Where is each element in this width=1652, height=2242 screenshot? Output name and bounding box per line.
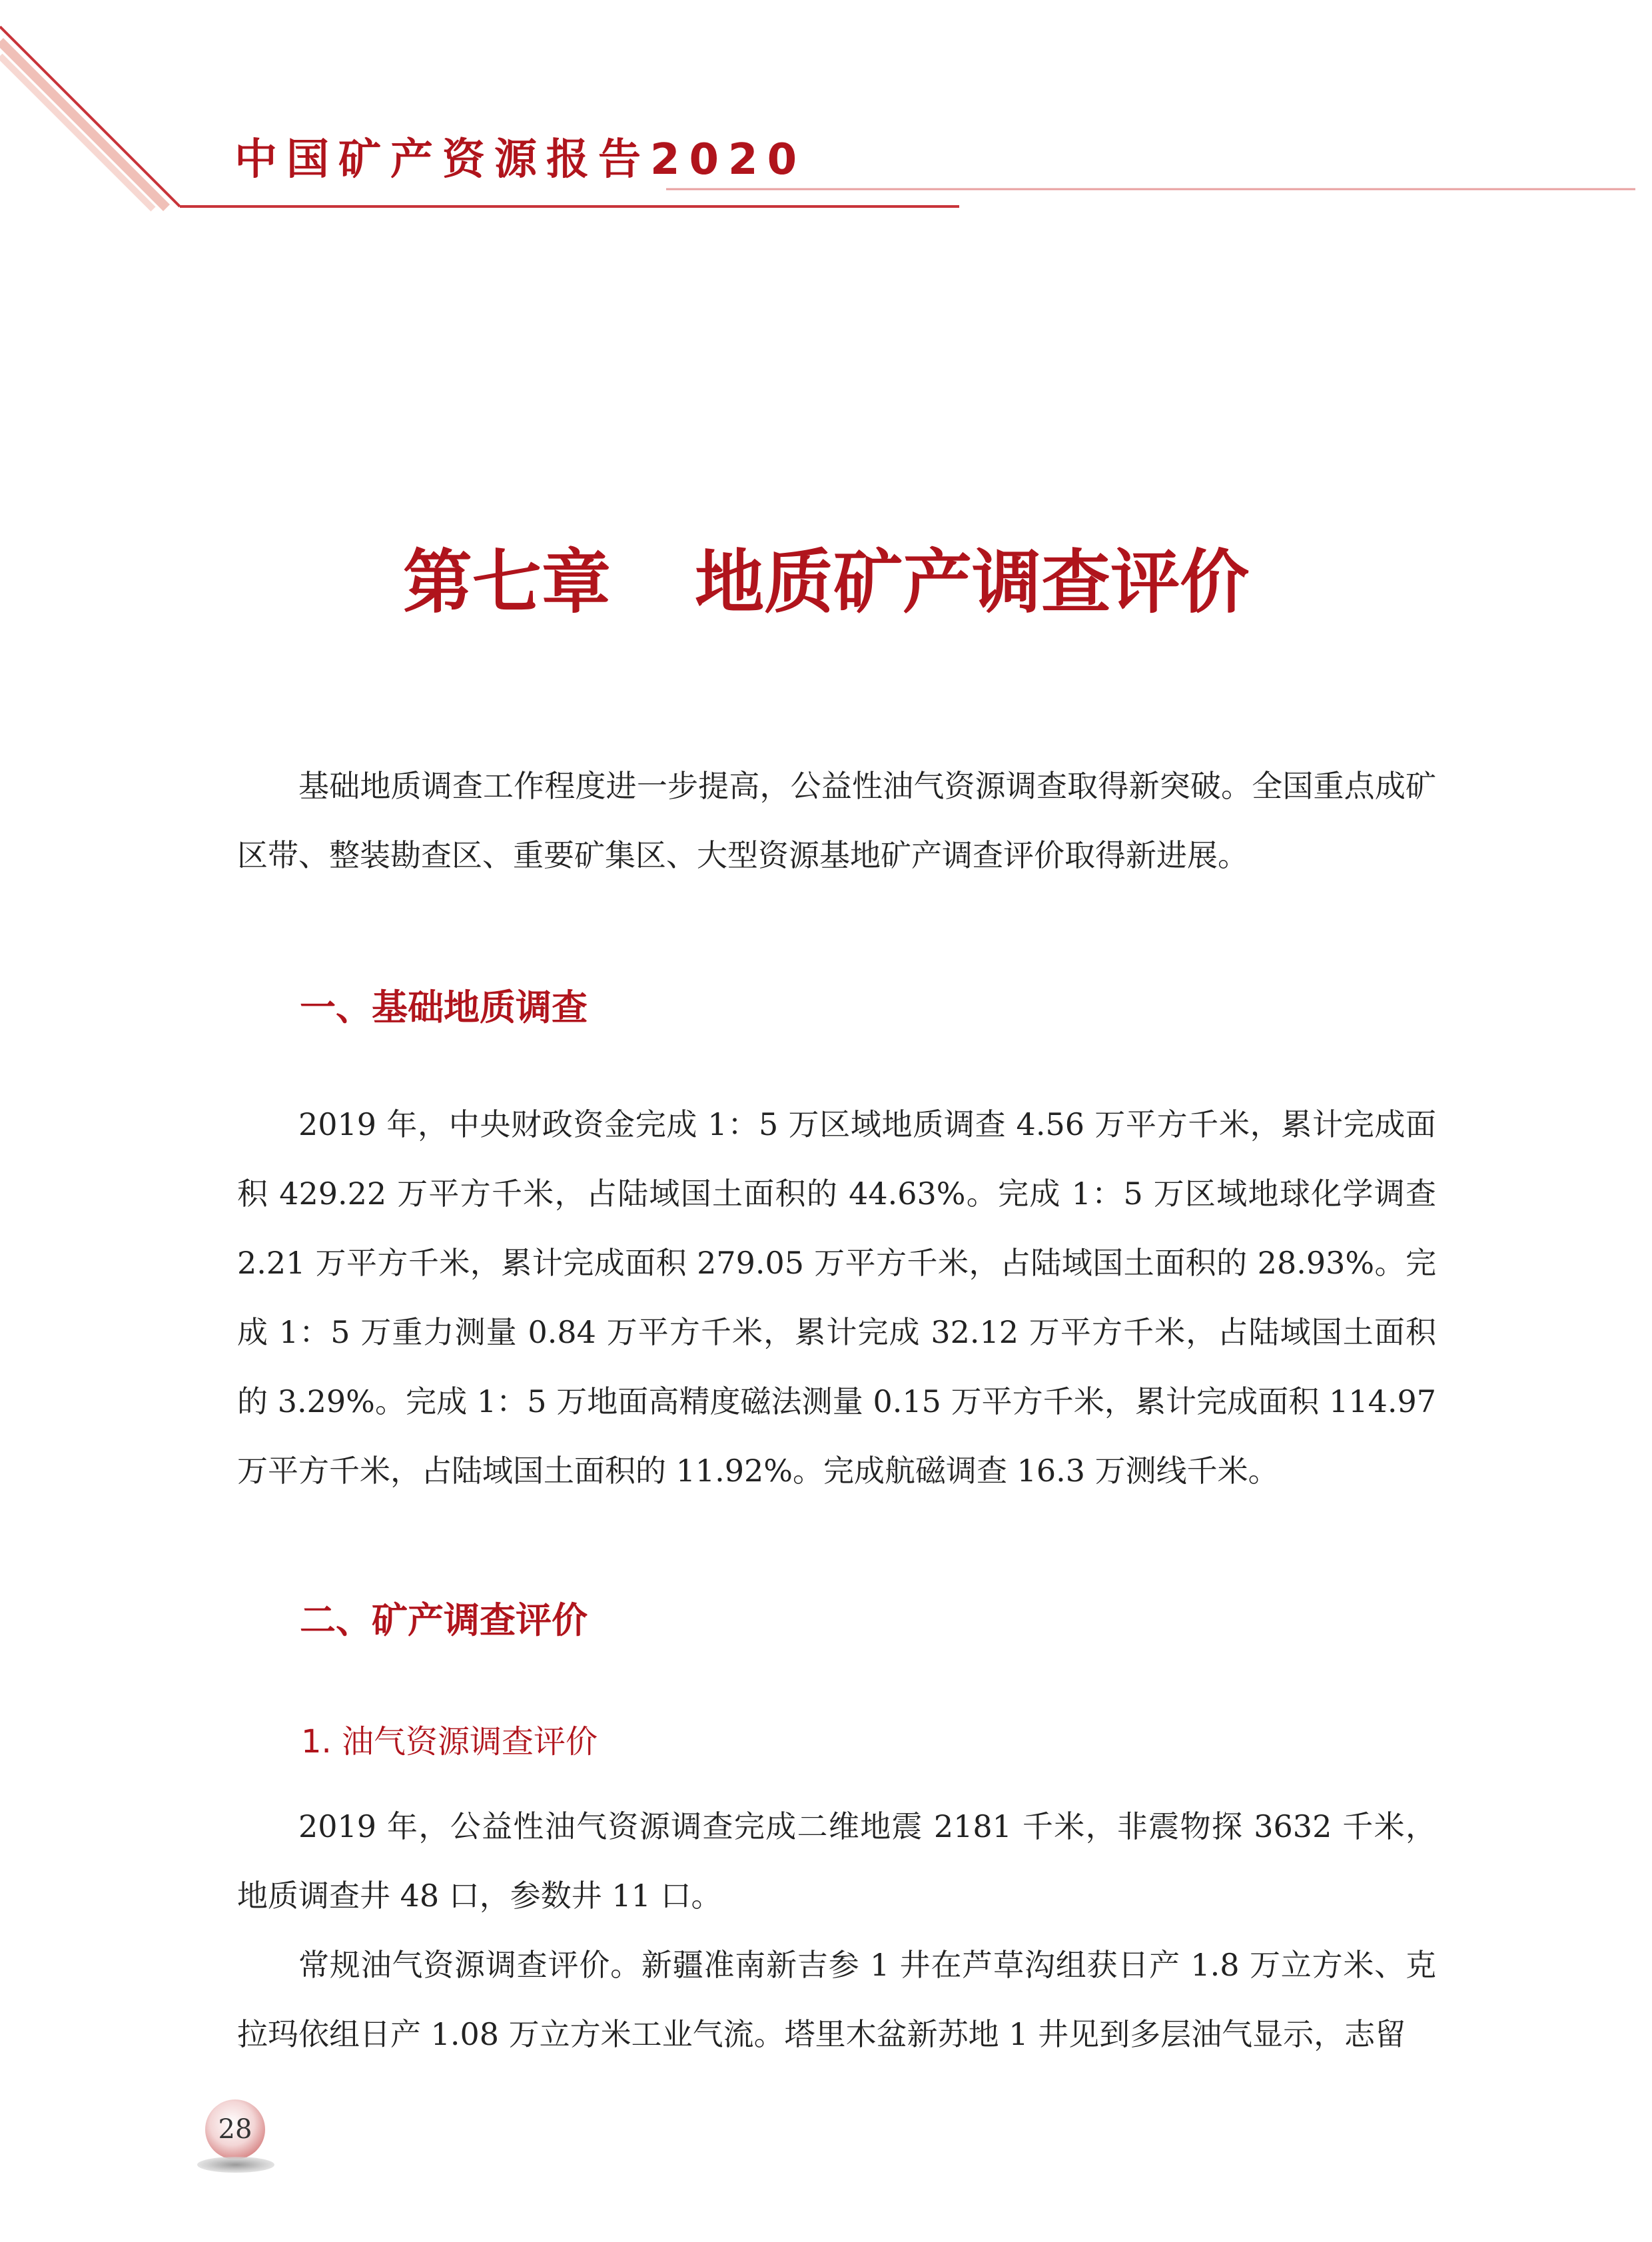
header-decoration xyxy=(0,0,1652,226)
intro-paragraph: 基础地质调查工作程度进一步提高，公益性油气资源调查取得新突破。全国重点成矿区带、整装勘查区、重要矿集区、大型资源基地矿产调查评价取得新进展。 xyxy=(237,768,1436,873)
oil-gas-paragraph-1: 2019 年，公益性油气资源调查完成二维地震 2181 千米，非震物探 3632 千米，地质调查井 48 口，参数井 11 口。 xyxy=(237,1808,1436,1914)
page-number-badge xyxy=(205,2099,265,2159)
section-heading-mineral-survey: 二、矿产调查评价 xyxy=(300,1599,588,1641)
basic-geology-paragraph: 2019 年，中央财政资金完成 1：5 万区域地质调查 4.56 万平方千米，累计完成面积 429.22 万平方千米，占陆域国土面积的 44.63%。完成 1：5 万区域地球化学调查 2.21 万平方千米，累计完成面积 279.05 万平方千米，占陆域国土面积的 28.93%。完成 1：5 万重力测量 0.84 万平方千米，累计完成 32.12 万平方千米，占陆域国土面积的 3.29%。完成 1：5 万地面高精度磁法测量 0.15 万平方千米，累计完成面积 114.97 万平方千米，占陆域国土面积的 11.92%。完成航磁调查 16.3 万测线千米。 xyxy=(237,1106,1436,1489)
subsection-heading-oil-gas: 1. 油气资源调查评价 xyxy=(301,1723,598,1760)
section-heading-basic-geology: 一、基础地质调查 xyxy=(300,986,588,1028)
page-number: 28 xyxy=(218,2114,252,2145)
report-title: 中国矿产资源报告2020 xyxy=(234,135,807,185)
page-number-shadow xyxy=(197,2157,274,2173)
chapter-title: 第七章 地质矿产调查评价 xyxy=(402,542,1250,623)
oil-gas-paragraph-2: 常规油气资源调查评价。新疆准南新吉参 1 井在芦草沟组获日产 1.8 万立方米、克拉玛依组日产 1.08 万立方米工业气流。塔里木盆新苏地 1 井见到多层油气显示，志留 xyxy=(237,1947,1436,2052)
header-diagonal-stripes xyxy=(0,27,180,209)
